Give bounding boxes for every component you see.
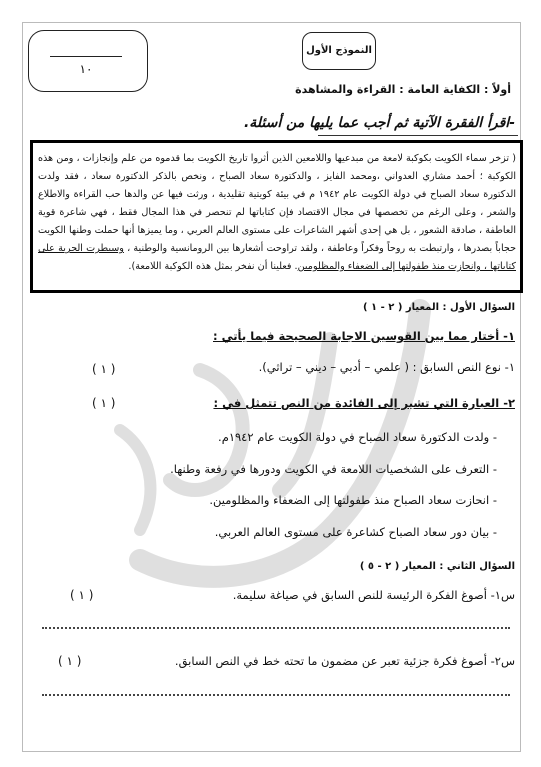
instruction-underline [318,135,518,136]
answer-line-2[interactable] [42,694,510,696]
s2-score: ( ١ ) [58,654,82,668]
item-2-score: ( ١ ) [92,396,116,410]
question-two-s1: س١- أصوغ الفكرة الرئيسة للنص السابق في صياغة سليمة. [232,588,515,602]
answer-option[interactable]: - بيان دور سعاد الصباح كشاعرة على مستوى العالم العربي. [214,525,497,539]
score-line [50,56,122,57]
question-one-instruction: ١- أختار مما بين القوسين الاجابة الصحيحة فيما يأتي : [213,329,515,343]
answer-option[interactable]: - ولدت الدكتورة سعاد الصباح في دولة الكويت عام ١٩٤٢م. [218,430,497,444]
passage-part-1: ( تزخر سماء الكويت بكوكبة لامعة من مبدعيها واللامعين الذين أثروا تاريخ الكويت بما قدموه من علم وإنجازات ، ومن هذه الكوكبة ؛ أحمد مشاري العدواني ،ومحمد الفايز ، والدكتورة سعاد الصباح ، ونخص بالذكر الدكتورة سعاد ، فقد ولدت الدكتورة سعاد الصباح في دولة الكويت عام ١٩٤٢ م في بيئة كويتية تقليدية ، ورثت فيها عن والدها حب القراءة والاطلاع والشعر ، وعلى الرغم من تخصصها في مجال الاقتصاد فإن كتاباتها لم تنحصر في هذا المجال فقط ، [38,153,517,218]
question-two-header: السؤال الثاني : المعيار ( ٢ - ٥ ) [359,561,515,572]
section-heading: أولاً : الكفاية العامة : القراءة والمشاهدة [295,83,511,96]
question-one-item-2: ٢- العبارة التي تشير إلى الفائدة من النص تتمثل في : [213,396,515,410]
answer-line-1[interactable] [42,627,510,629]
score-value: ١٠ [79,62,93,76]
model-title: النموذج الأول [302,32,376,70]
answer-option[interactable]: - التعرف على الشخصيات اللامعة في الكويت ودورها في رفعة وطنها. [170,462,497,476]
item-1-score: ( ١ ) [92,362,116,376]
score-box [28,30,148,92]
answer-option[interactable]: - انحازت سعاد الصباح منذ طفولتها إلى الضعفاء والمظلومين. [209,493,497,507]
question-one-item-1: ١- نوع النص السابق : ( علمي – أدبي – ديني – تراثي). [258,360,515,374]
instruction: -اقرأ الفقرة الآتية ثم أجب عما يليها من أسئلة. [243,115,515,131]
question-one-header: السؤال الأول : المعيار ( ٢ - ١ ) [362,302,515,313]
passage-part-4: . فعلينا أن نفخر بمثل هذه الكوكبة اللامعة). [128,261,298,272]
s1-score: ( ١ ) [70,588,94,602]
passage-text [38,150,516,276]
passage-underlined: وسيطرت الحرية على كتاباتها ، وانحازت منذ طفولتها إلى الضعفاء والمظلومين [38,243,516,272]
passage-part-2: فهي شاعرة قوية العاطفة ، صادقة الشعور ، بل هي إحدى أشهر الشاعرات على مستوى العالم العربي ، وما يميزها أنها حملت وطنها الكويت حجاباً بصدرها ، وارتبطت به روحاً وفكراً وعاطفة ، ولقد تراوحت أشعارها بين الرومانسية والوطنية ، [38,207,517,254]
question-two-s2: س٢- أصوغ فكرة جزئية تعبر عن مضمون ما تحته خط في النص السابق. [174,654,515,668]
